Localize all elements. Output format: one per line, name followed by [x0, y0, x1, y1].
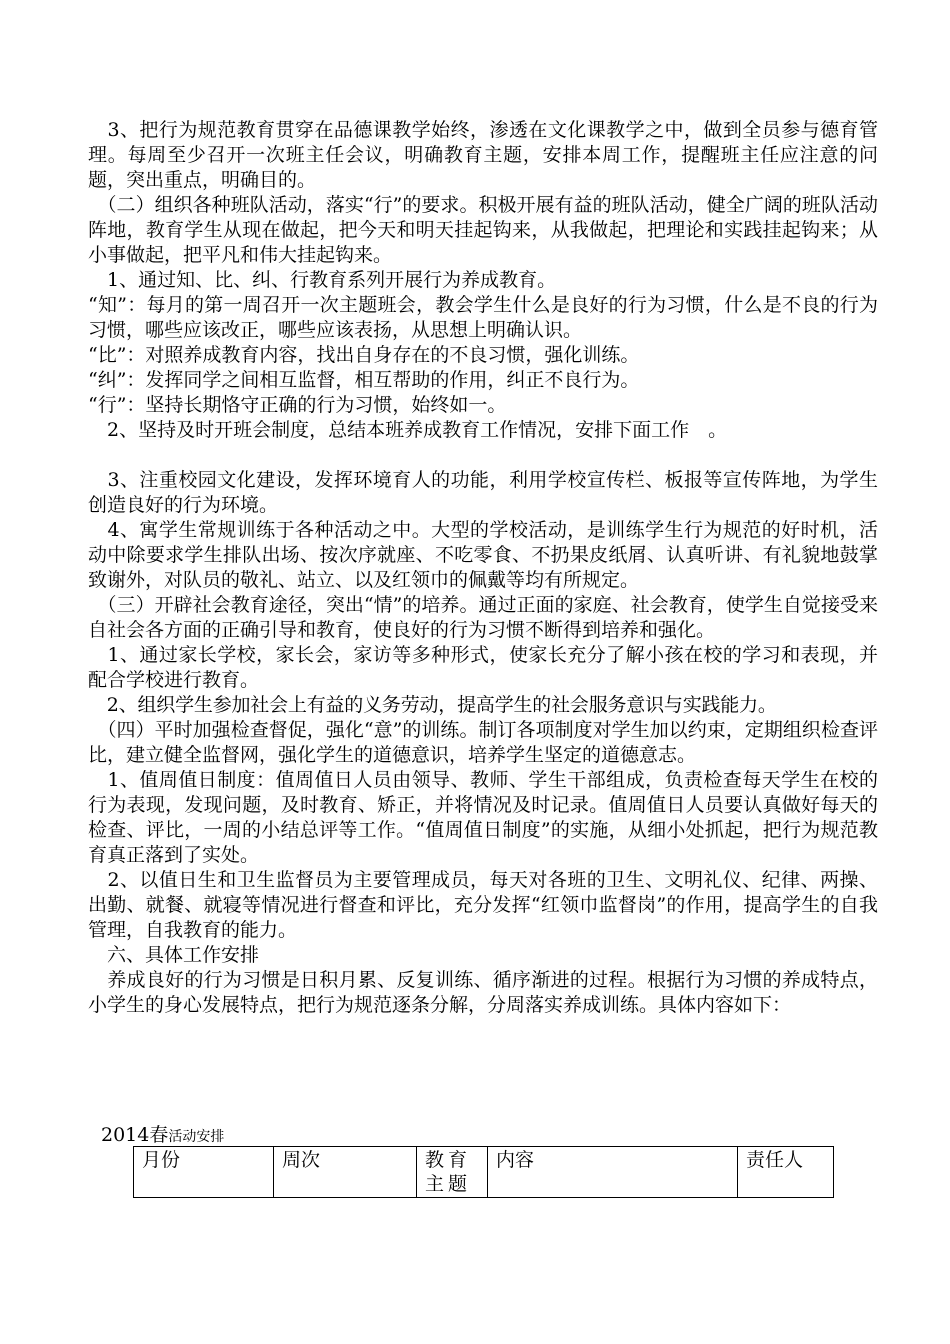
- paragraph-17: 养成良好的行为习惯是日积月累、反复训练、循序渐进的过程。根据行为习惯的养成特点，小学生的身心发展特点，把行为规范逐条分解，分周落实养成训练。具体内容如下：: [88, 969, 878, 1016]
- paragraph-8: 2、坚持及时开班会制度，总结本班养成教育工作情况，安排下面工作 。: [88, 419, 728, 441]
- paragraph-7: “行”：坚持长期恪守正确的行为习惯，始终如一。: [88, 394, 507, 416]
- paragraph-9: 3、注重校园文化建设，发挥环境育人的功能，利用学校宣传栏、板报等宣传阵地，为学生创造良好的行为环境。: [88, 469, 878, 516]
- paragraph-3: 1、通过知、比、纠、行教育系列开展行为养成教育。: [88, 269, 557, 291]
- paragraph-15: 1、值周值日制度：值周值日人员由领导、教师、学生干部组成，负责检查每天学生在校的行为表现，发现问题，及时教育、矫正，并将情况及时记录。值周值日人员要认真做好每天的检查、评比，一周的小结总评等工作。“值周值日制度”的实施，从细小处抓起，把行为规范教育真正落到了实处。: [88, 769, 878, 866]
- header-content: 内容: [488, 1147, 738, 1198]
- activity-table: [133, 1146, 834, 1198]
- paragraph-2: （二）组织各种班队活动，落实“行”的要求。积极开展有益的班队活动，健全广阔的班队活动阵地，教育学生从现在做起，把今天和明天挂起钩来，从我做起，把理论和实践挂起钩来；从小事做起，把平凡和伟大挂起钩来。: [88, 194, 878, 266]
- header-owner: 责任人: [738, 1147, 834, 1198]
- paragraph-6: “纠”：发挥同学之间相互监督，相互帮助的作用，纠正不良行为。: [88, 369, 640, 391]
- paragraph-11: （三）开辟社会教育途径，突出“情”的培养。通过正面的家庭、社会教育，使学生自觉接受来自社会各方面的正确引导和教育，使良好的行为习惯不断得到培养和强化。: [88, 594, 878, 641]
- header-week: 周次: [274, 1147, 417, 1198]
- caption-title: 活动安排: [168, 1129, 225, 1145]
- paragraph-1: 3、把行为规范教育贯穿在品德课教学始终，渗透在文化课教学之中，做到全员参与德育管理。每周至少召开一次班主任会议，明确教育主题，安排本周工作，提醒班主任应注意的问题，突出重点，明确目的。: [88, 119, 878, 191]
- blank-line: [88, 443, 878, 468]
- paragraph-13: 2、组织学生参加社会上有益的义务劳动，提高学生的社会服务意识与实践能力。: [88, 694, 777, 716]
- header-month: 月份: [134, 1147, 274, 1198]
- paragraph-16: 2、以值日生和卫生监督员为主要管理成员，每天对各班的卫生、文明礼仪、纪律、两操、出勤、就餐、就寝等情况进行督查和评比，充分发挥“红领巾监督岗”的作用，提高学生的自我管理，自我教育的能力。: [88, 869, 878, 941]
- section-heading: 六、具体工作安排: [88, 944, 260, 966]
- paragraph-4: “知”：每月的第一周召开一次主题班会，教会学生什么是良好的行为习惯，什么是不良的行为习惯，哪些应该改正，哪些应该表扬，从思想上明确认识。: [88, 294, 878, 341]
- caption-year: 2014春: [101, 1124, 169, 1146]
- paragraph-12: 1、通过家长学校，家长会，家访等多种形式，使家长充分了解小孩在校的学习和表现，并配合学校进行教育。: [88, 644, 878, 691]
- table-header-row: [134, 1147, 834, 1198]
- paragraph-10: 4、寓学生常规训练于各种活动之中。大型的学校活动，是训练学生行为规范的好时机，活动中除要求学生排队出场、按次序就座、不吃零食、不扔果皮纸屑、认真听讲、有礼貌地鼓掌致谢外，对队员的敬礼、站立、以及红领巾的佩戴等均有所规定。: [88, 519, 878, 591]
- paragraph-5: “比”：对照养成教育内容，找出自身存在的不良习惯，强化训练。: [88, 344, 640, 366]
- header-topic: 教育主题: [417, 1147, 488, 1198]
- document-body: [88, 118, 878, 1018]
- paragraph-14: （四）平时加强检查督促，强化“意”的训练。制订各项制度对学生加以约束，定期组织检查评比，建立健全监督网，强化学生的道德意识，培养学生坚定的道德意志。: [88, 719, 878, 766]
